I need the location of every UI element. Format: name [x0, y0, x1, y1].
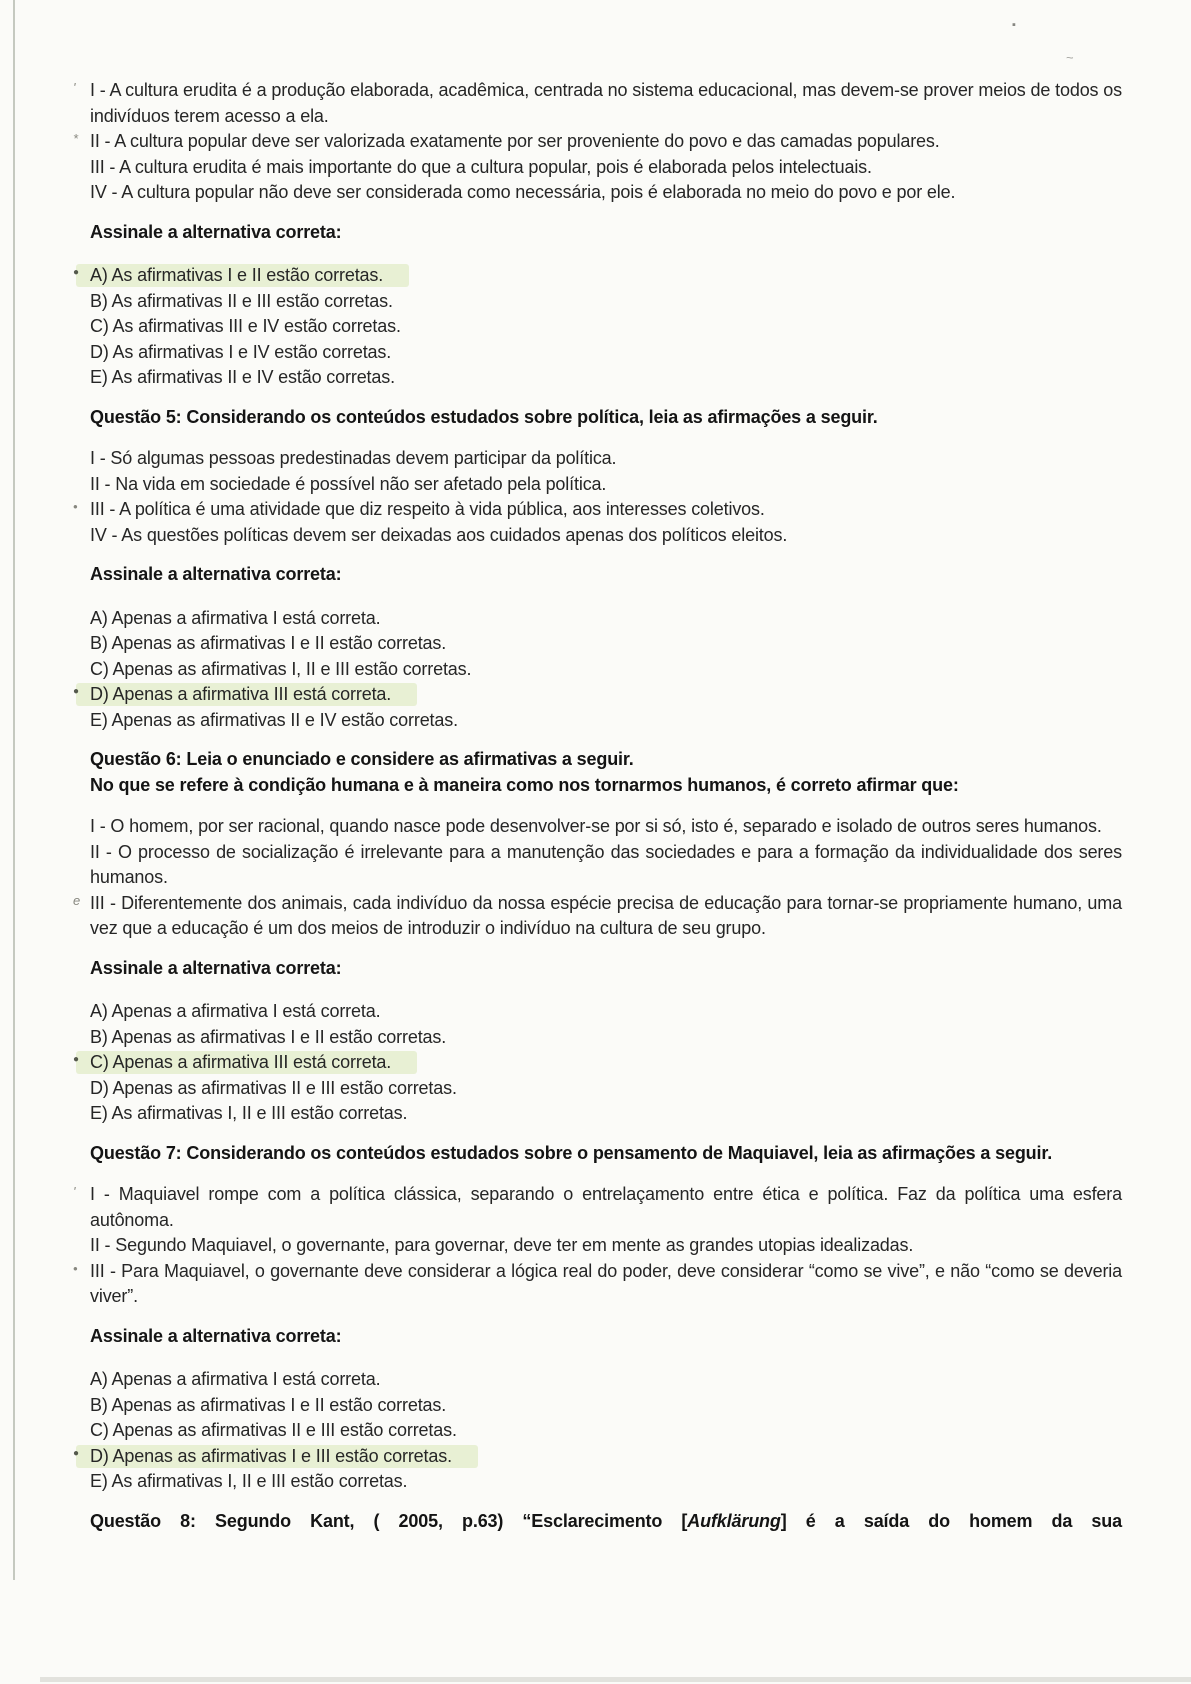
pen-mark: •: [73, 499, 78, 514]
option-text: A) Apenas a afirmativa I está correta.: [90, 1001, 381, 1021]
statement-text: III - A política é uma atividade que diz respeito à vida pública, aos interesses coletivos.: [90, 499, 765, 519]
question6-title-line1: Questão 6: Leia o enunciado e considere as afirmativas a seguir.: [90, 749, 634, 769]
option-text: C) As afirmativas III e IV estão corretas.: [90, 316, 401, 336]
statement: [90, 814, 1122, 840]
scan-speck: ~: [1066, 50, 1074, 65]
option-e: [90, 365, 1122, 391]
option-text: B) Apenas as afirmativas I e II estão corretas.: [90, 1026, 447, 1047]
statement: [90, 180, 1122, 206]
option-b: [90, 289, 1122, 315]
option-d: [90, 1076, 1122, 1102]
statement: [73, 1182, 1122, 1233]
option-a: [90, 999, 1122, 1025]
option-text: E) As afirmativas I, II e III estão corretas.: [90, 1103, 408, 1123]
option-text: B) As afirmativas II e III estão corretas.: [90, 290, 393, 311]
statement-text: III - Para Maquiavel, o governante deve considerar a lógica real do poder, deve considerar “como se vive”, e não “como se deveria viver”.: [90, 1260, 1122, 1306]
scan-speck: ▪: [1012, 19, 1016, 31]
statement: [90, 523, 1122, 549]
option-text: E) As afirmativas II e IV estão corretas.: [90, 367, 395, 387]
statement: [90, 472, 1122, 498]
option-a: [90, 606, 1122, 632]
question5-title: Questão 5: Considerando os conteúdos estudados sobre política, leia as afirmações a seguir.: [90, 406, 878, 427]
scan-bottom-artifact: [40, 1677, 1191, 1682]
question4-statements: [73, 78, 1122, 206]
pen-mark: ●: [73, 1447, 79, 1459]
statement-text: IV - A cultura popular não deve ser considerada como necessária, pois é elaborada no meio do povo e por ele.: [90, 182, 956, 202]
answer-prompt: Assinale a alternativa correta:: [90, 957, 342, 978]
statement-text: III - Diferentemente dos animais, cada indivíduo da nossa espécie precisa de educação para tornar-se propriamente humano, uma vez que a educação é um dos meios de introduzir o indivíduo na cultura de seu grupo.: [90, 892, 1122, 938]
statement-text: II - O processo de socialização é irrelevante para a manutenção das sociedades e para a formação da individualidade dos seres humanos.: [90, 841, 1122, 887]
pen-mark: *: [73, 131, 78, 146]
question5-statements: [73, 446, 1122, 548]
option-text: D) Apenas as afirmativas II e III estão corretas.: [90, 1077, 457, 1098]
option-b: [90, 631, 1122, 657]
option-text-highlighted: C) Apenas a afirmativa III está correta.: [76, 1051, 417, 1074]
pen-mark: ': [73, 1184, 76, 1199]
option-text: B) Apenas as afirmativas I e II estão corretas.: [90, 633, 447, 653]
option-c: [90, 657, 1122, 683]
statement-text: I - Maquiavel rompe com a política clássica, separando o entrelaçamento entre ética e política. Faz da política uma esfera autônoma.: [90, 1184, 1122, 1230]
statement: [73, 129, 1122, 155]
option-d: [73, 682, 1122, 708]
question8-title-italic: Aufklärung: [687, 1510, 781, 1531]
option-e: [90, 708, 1122, 734]
option-b: [90, 1025, 1122, 1051]
question7-options: [73, 1367, 1122, 1495]
statement: [90, 1233, 1122, 1259]
statement: [90, 446, 1122, 472]
option-text: C) Apenas as afirmativas I, II e III estão corretas.: [90, 658, 472, 679]
statement: [73, 78, 1122, 129]
pen-mark: •: [73, 1260, 78, 1276]
question4-options: [73, 263, 1122, 391]
question5-options: [73, 606, 1122, 734]
exam-content: [73, 78, 1122, 1534]
option-text: B) Apenas as afirmativas I e II estão corretas.: [90, 1394, 447, 1415]
statement-text: I - O homem, por ser racional, quando nasce pode desenvolver-se por si só, isto é, separado e isolado de outros seres humanos.: [90, 816, 1102, 836]
statement: [90, 840, 1122, 891]
option-c: [90, 1418, 1122, 1444]
statement-text: I - Só algumas pessoas predestinadas devem participar da política.: [90, 448, 617, 468]
question7-statements: [73, 1182, 1122, 1310]
option-text: E) Apenas as afirmativas II e IV estão corretas.: [90, 709, 458, 730]
option-e: [90, 1469, 1122, 1495]
statement-text: IV - As questões políticas devem ser deixadas aos cuidados apenas dos políticos eleitos.: [90, 524, 788, 545]
statement: [90, 155, 1122, 181]
option-d: [90, 340, 1122, 366]
answer-prompt: Assinale a alternativa correta:: [90, 1325, 342, 1346]
option-text: A) Apenas a afirmativa I está correta.: [90, 1369, 381, 1389]
answer-prompt: Assinale a alternativa correta:: [90, 564, 342, 584]
option-a: [90, 1367, 1122, 1393]
statement-text: III - A cultura erudita é mais importante do que a cultura popular, pois é elaborada pelos intelectuais.: [90, 156, 872, 177]
option-text: D) As afirmativas I e IV estão corretas.: [90, 341, 392, 362]
pen-mark: ●: [73, 1054, 79, 1065]
question6-statements: [73, 814, 1122, 942]
statement-text: II - Na vida em sociedade é possível não ser afetado pela política.: [90, 473, 607, 494]
statement-text: I - A cultura erudita é a produção elaborada, acadêmica, centrada no sistema educacional, mas devem-se prover meios de todos os indivíduos terem acesso a ela.: [90, 80, 1122, 126]
option-b: [90, 1393, 1122, 1419]
option-c: [90, 314, 1122, 340]
option-text: E) As afirmativas I, II e III estão corretas.: [90, 1471, 408, 1491]
question6-title-line2: No que se refere à condição humana e à maneira como nos tornarmos humanos, é correto afirmar que:: [90, 774, 959, 795]
question8-title-suffix: ] é a saída do homem da sua: [780, 1510, 1122, 1531]
question6-options: [73, 999, 1122, 1127]
statement: [73, 497, 1122, 523]
option-text: A) Apenas a afirmativa I está correta.: [90, 607, 381, 628]
pen-mark: e: [73, 892, 81, 908]
scan-edge-line: [13, 0, 15, 1580]
question8-title-prefix: Questão 8: Segundo Kant, ( 2005, p.63) “Esclarecimento [: [90, 1510, 688, 1531]
pen-mark: ●: [73, 267, 79, 278]
statement: [73, 1259, 1122, 1310]
statement-text: II - Segundo Maquiavel, o governante, para governar, deve ter em mente as grandes utopias idealizadas.: [90, 1235, 914, 1255]
option-text-highlighted: D) Apenas a afirmativa III está correta.: [76, 683, 417, 706]
pen-mark: ': [73, 80, 76, 95]
question8-title: [90, 1509, 1122, 1535]
option-c: [73, 1050, 1122, 1076]
question7-title: Questão 7: Considerando os conteúdos estudados sobre o pensamento de Maquiavel, leia as afirmações a seguir.: [90, 1142, 1053, 1163]
option-d: [73, 1444, 1122, 1470]
option-text-highlighted: A) As afirmativas I e II estão corretas.: [76, 264, 409, 287]
statement: [73, 891, 1122, 942]
answer-prompt: Assinale a alternativa correta:: [90, 221, 342, 242]
pen-mark: ●: [73, 686, 79, 697]
statement-text: II - A cultura popular deve ser valorizada exatamente por ser proveniente do povo e das camadas populares.: [90, 131, 940, 151]
option-a: [73, 263, 1122, 289]
option-text-highlighted: D) Apenas as afirmativas I e III estão corretas.: [76, 1445, 478, 1468]
option-text: C) Apenas as afirmativas II e III estão corretas.: [90, 1420, 457, 1440]
option-e: [90, 1101, 1122, 1127]
